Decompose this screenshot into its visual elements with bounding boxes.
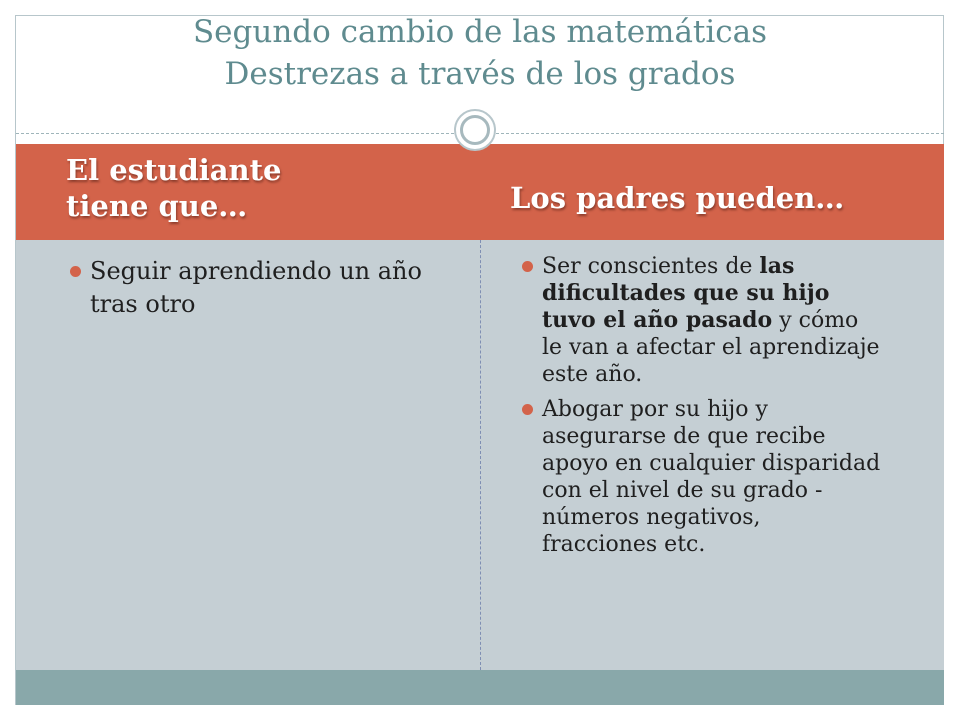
list-item xyxy=(522,253,882,388)
list-item xyxy=(522,396,882,558)
footer-band xyxy=(16,670,944,705)
bullet-dot-icon xyxy=(522,404,533,415)
ring-icon xyxy=(454,109,496,151)
list-item-text-before: Ser conscientes de xyxy=(542,254,760,279)
title-line-2: Destrezas a través de los grados xyxy=(224,56,736,92)
ring-inner xyxy=(460,115,490,145)
list-item-text: Seguir aprendiendo un año tras otro xyxy=(90,257,422,318)
parents-list xyxy=(522,253,882,566)
header-cell-parents: Los padres pueden… xyxy=(510,181,845,215)
list-item xyxy=(70,255,430,321)
table-header-row xyxy=(16,144,944,240)
list-item-text-after: y cómo le van a afectar el aprendizaje este año. xyxy=(542,308,880,387)
bullet-dot-icon xyxy=(522,261,533,272)
header-cell-student: El estudiante tiene que… xyxy=(66,153,282,223)
student-list xyxy=(70,255,430,321)
list-item-text: Abogar por su hijo y asegurarse de que recibe apoyo en cualquier disparidad con el nivel de su grado - números negativos, fracciones etc. xyxy=(542,397,881,557)
list-item-text-emphasis: las dificultades que su hijo tuvo el año pasado xyxy=(542,253,830,333)
title-line-1: Segundo cambio de las matemáticas xyxy=(192,14,768,50)
column-divider xyxy=(480,240,481,670)
bullet-dot-icon xyxy=(70,266,81,277)
